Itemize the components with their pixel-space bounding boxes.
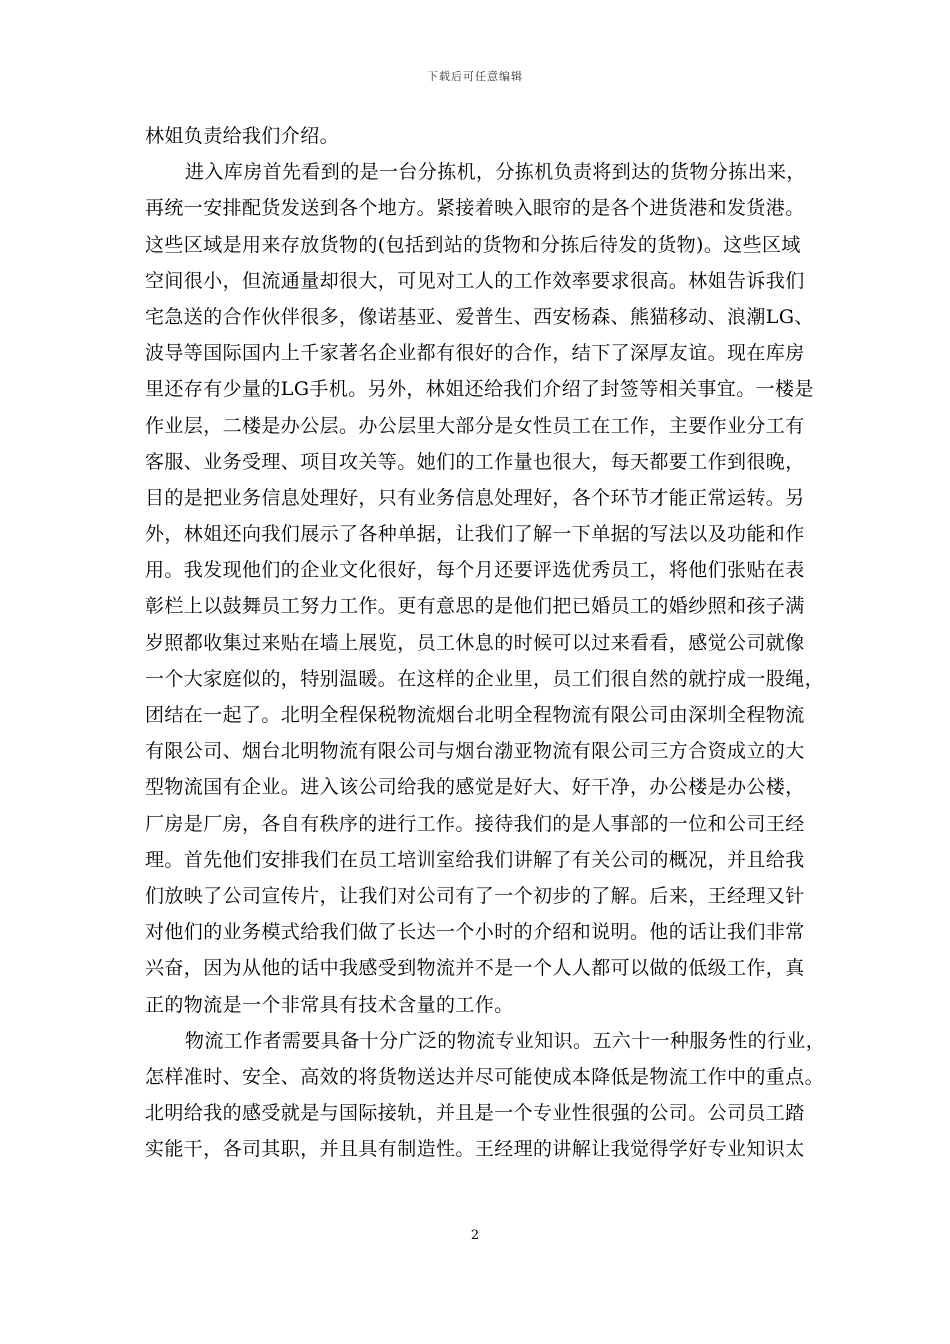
text-line: 客服、业务受理、项目攻关等。她们的工作量也很大，每天都要工作到很晚， xyxy=(145,450,805,473)
text-line: 彰栏上以鼓舞员工努力工作。更有意思的是他们把已婚员工的婚纱照和孩子满 xyxy=(145,595,805,618)
text-line: 怎样准时、安全、高效的将货物送达并尽可能使成本降低是物流工作中的重点。 xyxy=(145,1065,825,1088)
text-line: 有限公司、烟台北明物流有限公司与烟台渤亚物流有限公司三方合资成立的大 xyxy=(145,740,805,763)
text-line: 正的物流是一个非常具有技术含量的工作。 xyxy=(145,993,514,1016)
text-line: 理。首先他们安排我们在员工培训室给我们讲解了有关公司的概况，并且给我 xyxy=(145,848,805,871)
text-line: 们放映了公司宣传片，让我们对公司有了一个初步的了解。后来，王经理又针 xyxy=(145,884,805,907)
page-header: 下载后可任意编辑 xyxy=(427,70,523,83)
text-line: 一个大家庭似的，特别温暖。在这样的企业里，员工们很自然的就拧成一股绳， xyxy=(145,667,825,690)
text-line: 外，林姐还向我们展示了各种单据，让我们了解一下单据的写法以及功能和作 xyxy=(145,523,805,546)
text-line: 目的是把业务信息处理好，只有业务信息处理好，各个环节才能正常运转。另 xyxy=(145,486,805,509)
text-line: 这些区域是用来存放货物的(包括到站的货物和分拣后待发的货物)。这些区域 xyxy=(145,233,801,256)
text-line: 对他们的业务模式给我们做了长达一个小时的介绍和说明。他的话让我们非常 xyxy=(145,921,805,944)
text-line: 宅急送的合作伙伴很多，像诺基亚、爱普生、西安杨森、熊猫移动、浪潮LG、 xyxy=(145,305,814,328)
text-line: 实能干，各司其职，并且具有制造性。王经理的讲解让我觉得学好专业知识太 xyxy=(145,1138,805,1161)
text-line: 再统一安排配货发送到各个地方。紧接着映入眼帘的是各个进货港和发货港。 xyxy=(145,197,805,220)
body-text xyxy=(145,118,826,1167)
text-line: 岁照都收集过来贴在墙上展览，员工休息的时候可以过来看看，感觉公司就像 xyxy=(145,631,805,654)
paragraph-first-line: 进入库房首先看到的是一台分拣机，分拣机负责将到达的货物分拣出来， xyxy=(185,161,806,184)
text-line: 型物流国有企业。进入该公司给我的感觉是好大、好干净，办公楼是办公楼， xyxy=(145,776,805,799)
page-number: 2 xyxy=(470,1228,480,1243)
paragraph-first-line: 物流工作者需要具备十分广泛的物流专业知识。五六十一种服务性的行业， xyxy=(185,1029,826,1052)
text-line: 空间很小，但流通量却很大，可见对工人的工作效率要求很高。林姐告诉我们 xyxy=(145,269,805,292)
text-line: 林姐负责给我们介绍。 xyxy=(145,125,340,147)
text-line: 波导等国际国内上千家著名企业都有很好的合作，结下了深厚友谊。现在库房 xyxy=(145,342,805,365)
text-line: 里还存有少量的LG手机。另外，林姐还给我们介绍了封签等相关事宜。一楼是 xyxy=(145,378,814,401)
text-line: 厂房是厂房，各自有秩序的进行工作。接待我们的是人事部的一位和公司王经 xyxy=(145,812,805,835)
text-line: 北明给我的感受就是与国际接轨，并且是一个专业性很强的公司。公司员工踏 xyxy=(145,1102,805,1125)
text-line: 兴奋，因为从他的话中我感受到物流并不是一个人人都可以做的低级工作，真 xyxy=(145,957,805,980)
text-line: 用。我发现他们的企业文化很好，每个月还要评选优秀员工，将他们张贴在表 xyxy=(145,559,805,582)
text-line: 团结在一起了。北明全程保税物流烟台北明全程物流有限公司由深圳全程物流 xyxy=(145,704,805,726)
text-line: 作业层，二楼是办公层。办公层里大部分是女性员工在工作，主要作业分工有 xyxy=(145,414,805,437)
